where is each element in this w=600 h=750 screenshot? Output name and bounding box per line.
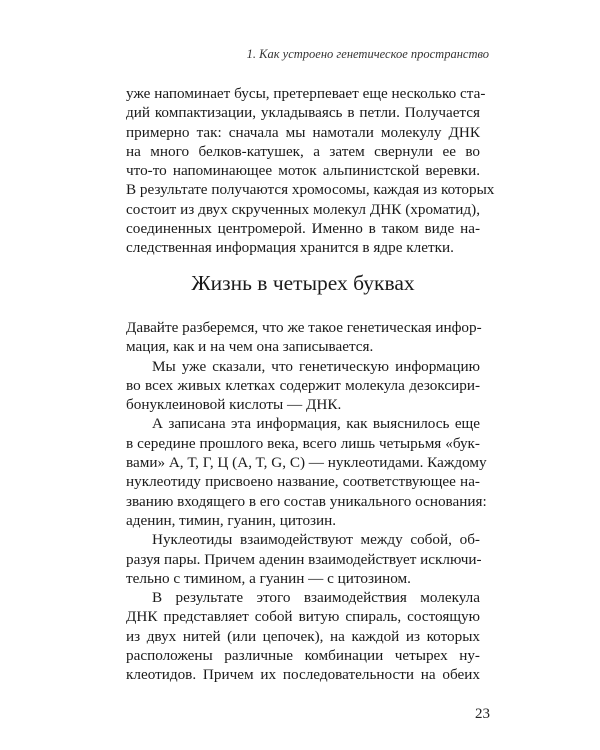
text-line: аденин, тимин, гуанин, цитозин. (126, 511, 337, 529)
text-line: соединенных центромерой. Именно в таком виде на- (126, 220, 480, 238)
text-line: в середине прошлого века, всего лишь четырьмя «бук- (126, 434, 480, 452)
text-line: мация, как и на чем она записывается. (126, 338, 374, 356)
text-line: вами» А, Т, Г, Ц (A, T, G, C) — нуклеотидами. Каждому (126, 454, 487, 472)
text-line: бонуклеиновой кислоты — ДНК. (126, 396, 342, 414)
text-line: уже напоминает бусы, претерпевает еще несколько ста- (126, 85, 486, 102)
section-heading: Жизнь в четырех буквах (191, 271, 415, 295)
section-body (126, 318, 487, 685)
text-line: во всех живых клетках содержит молекула дезоксири- (126, 376, 480, 394)
text-line: званию входящего в его состав уникального основания: (126, 492, 487, 510)
text-line: на много белков-катушек, а затем свернули ее во (126, 142, 480, 160)
paragraph-compaction (126, 84, 495, 258)
text-line: Нуклеотиды взаимодействуют между собой, об- (152, 531, 480, 549)
text-line: В результате этого взаимодействия молекула (152, 589, 480, 607)
text-line: клеотидов. Причем их последовательности на обеих (126, 666, 480, 684)
text-line: Давайте разберемся, что же такое генетическая инфор- (126, 319, 482, 336)
text-line: примерно так: сначала мы намотали молекулу ДНК (126, 123, 480, 141)
text-line: что-то напоминающее моток альпинистской веревки. (126, 162, 480, 180)
text-line: разуя пары. Причем аденин взаимодействует исключи- (126, 550, 482, 568)
text-line: состоит из двух скрученных молекул ДНК (хроматид), (126, 200, 480, 218)
text-line: из двух нитей (или цепочек), на каждой из которых (126, 627, 480, 645)
text-line: тельно с тимином, а гуанин — с цитозином. (126, 569, 411, 587)
text-line: расположены различные комбинации четырех ну- (126, 647, 480, 665)
text-line: следственная информация хранится в ядре клетки. (126, 239, 454, 257)
text-line: дий компактизации, укладываясь в петли. Получается (126, 104, 480, 122)
text-line: В результате получаются хромосомы, каждая из которых (126, 181, 495, 199)
text-line: нуклеотиду присвоено название, соответствующее на- (126, 473, 480, 491)
text-line: А записана эта информация, как выяснилось еще (152, 415, 480, 433)
text-line: ДНК представляет собой витую спираль, состоящую (126, 608, 480, 626)
page-number: 23 (475, 706, 490, 722)
running-header: 1. Как устроено генетическое пространство (246, 47, 489, 61)
text-line: Мы уже сказали, что генетическую информацию (152, 357, 480, 375)
